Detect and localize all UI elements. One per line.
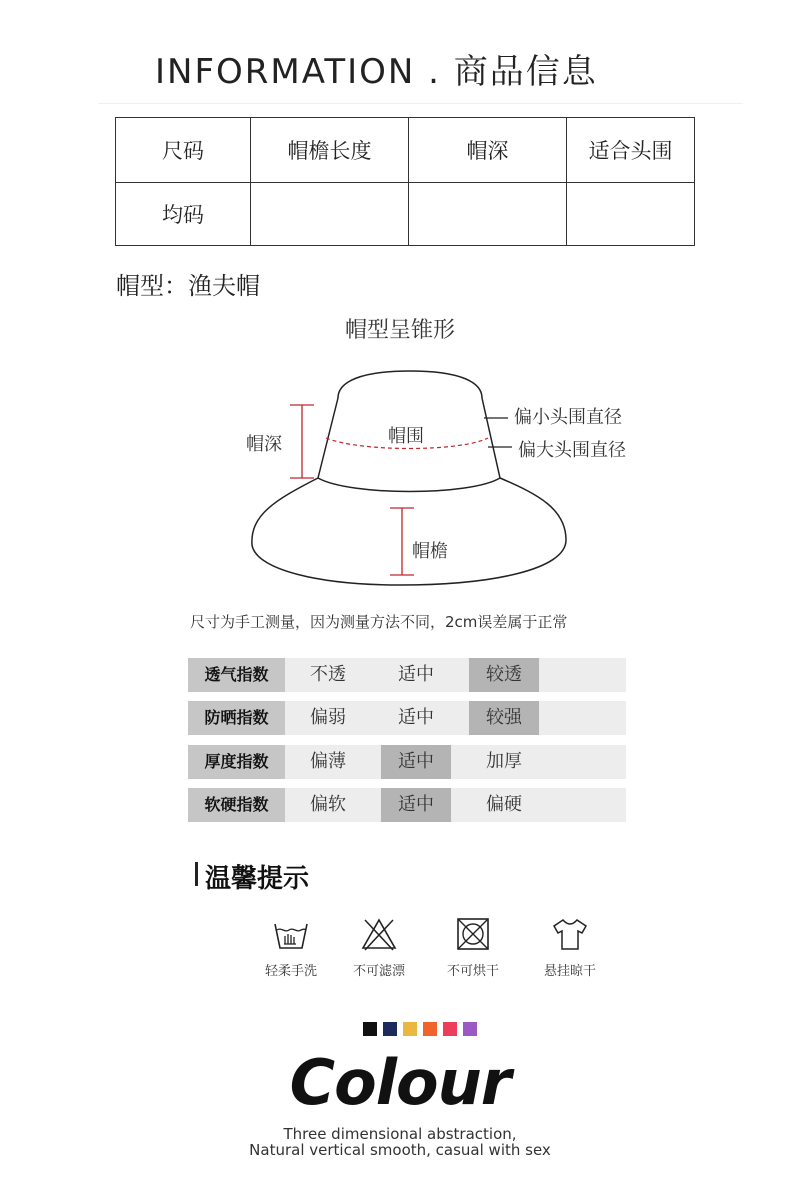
diagram-title: 帽型呈锥形 <box>344 318 455 343</box>
tips-accent-bar <box>195 862 198 886</box>
header-depth: 帽深 <box>409 118 567 183</box>
page-title: INFORMATION . 商品信息 <box>155 52 598 92</box>
colour-swatch <box>423 1022 437 1036</box>
colour-swatch <box>383 1022 397 1036</box>
care-label: 不可滤漂 <box>352 964 405 979</box>
colour-subtitle-2: Natural vertical smooth, casual with sex <box>249 1141 551 1159</box>
index-option-selected: 较强 <box>469 701 539 735</box>
care-label: 悬挂晾干 <box>543 964 596 979</box>
label-large-diameter: 偏大头围直径 <box>518 440 626 461</box>
index-option: 偏弱 <box>310 707 346 728</box>
colour-swatch <box>363 1022 377 1036</box>
colour-swatch <box>403 1022 417 1036</box>
cell-size: 均码 <box>116 183 251 246</box>
index-option: 偏软 <box>310 794 346 815</box>
index-row <box>188 788 626 822</box>
hand-wash-icon <box>271 916 311 952</box>
hang-dry-icon <box>550 916 590 952</box>
no-tumble-dry-icon <box>453 916 493 952</box>
index-option: 适中 <box>398 664 434 685</box>
care-no-tumble-dry <box>433 916 513 979</box>
index-option: 适中 <box>398 707 434 728</box>
header-brim-length: 帽檐长度 <box>251 118 409 183</box>
colour-swatch <box>443 1022 457 1036</box>
index-option-selected: 适中 <box>381 745 451 779</box>
label-depth: 帽深 <box>246 434 282 455</box>
index-row <box>188 658 626 692</box>
depth-marker <box>290 405 314 478</box>
index-option: 不透 <box>310 664 346 685</box>
index-row <box>188 701 626 735</box>
brim-marker <box>390 508 414 575</box>
index-option: 偏硬 <box>486 794 522 815</box>
index-option-selected: 较透 <box>469 658 539 692</box>
measurement-note: 尺寸为手工测量，因为测量方法不同，2cm误差属于正常 <box>190 613 568 631</box>
label-circumference: 帽围 <box>388 426 424 447</box>
index-option: 加厚 <box>486 751 522 772</box>
colour-subtitle-1: Three dimensional abstraction, <box>283 1125 517 1143</box>
hat-type-label: 帽型：渔夫帽 <box>116 272 260 300</box>
header-head-circumference: 适合头围 <box>567 118 695 183</box>
index-name: 防晒指数 <box>188 701 285 735</box>
care-hand-wash <box>251 916 331 979</box>
index-row <box>188 745 626 779</box>
index-name: 透气指数 <box>188 658 285 692</box>
index-name: 厚度指数 <box>188 745 285 779</box>
colour-heading: Colour <box>289 1046 511 1119</box>
index-name: 软硬指数 <box>188 788 285 822</box>
tips-title: 温馨提示 <box>205 864 310 894</box>
colour-swatch <box>463 1022 477 1036</box>
label-brim: 帽檐 <box>412 541 448 562</box>
care-no-bleach <box>339 916 419 979</box>
care-label: 轻柔手洗 <box>264 964 317 979</box>
no-bleach-icon <box>359 916 399 952</box>
care-hang-dry <box>530 916 610 979</box>
label-small-diameter: 偏小头围直径 <box>514 407 622 428</box>
care-label: 不可烘干 <box>446 964 499 979</box>
index-option: 偏薄 <box>310 751 346 772</box>
header-size: 尺码 <box>116 118 251 183</box>
index-option-selected: 适中 <box>381 788 451 822</box>
